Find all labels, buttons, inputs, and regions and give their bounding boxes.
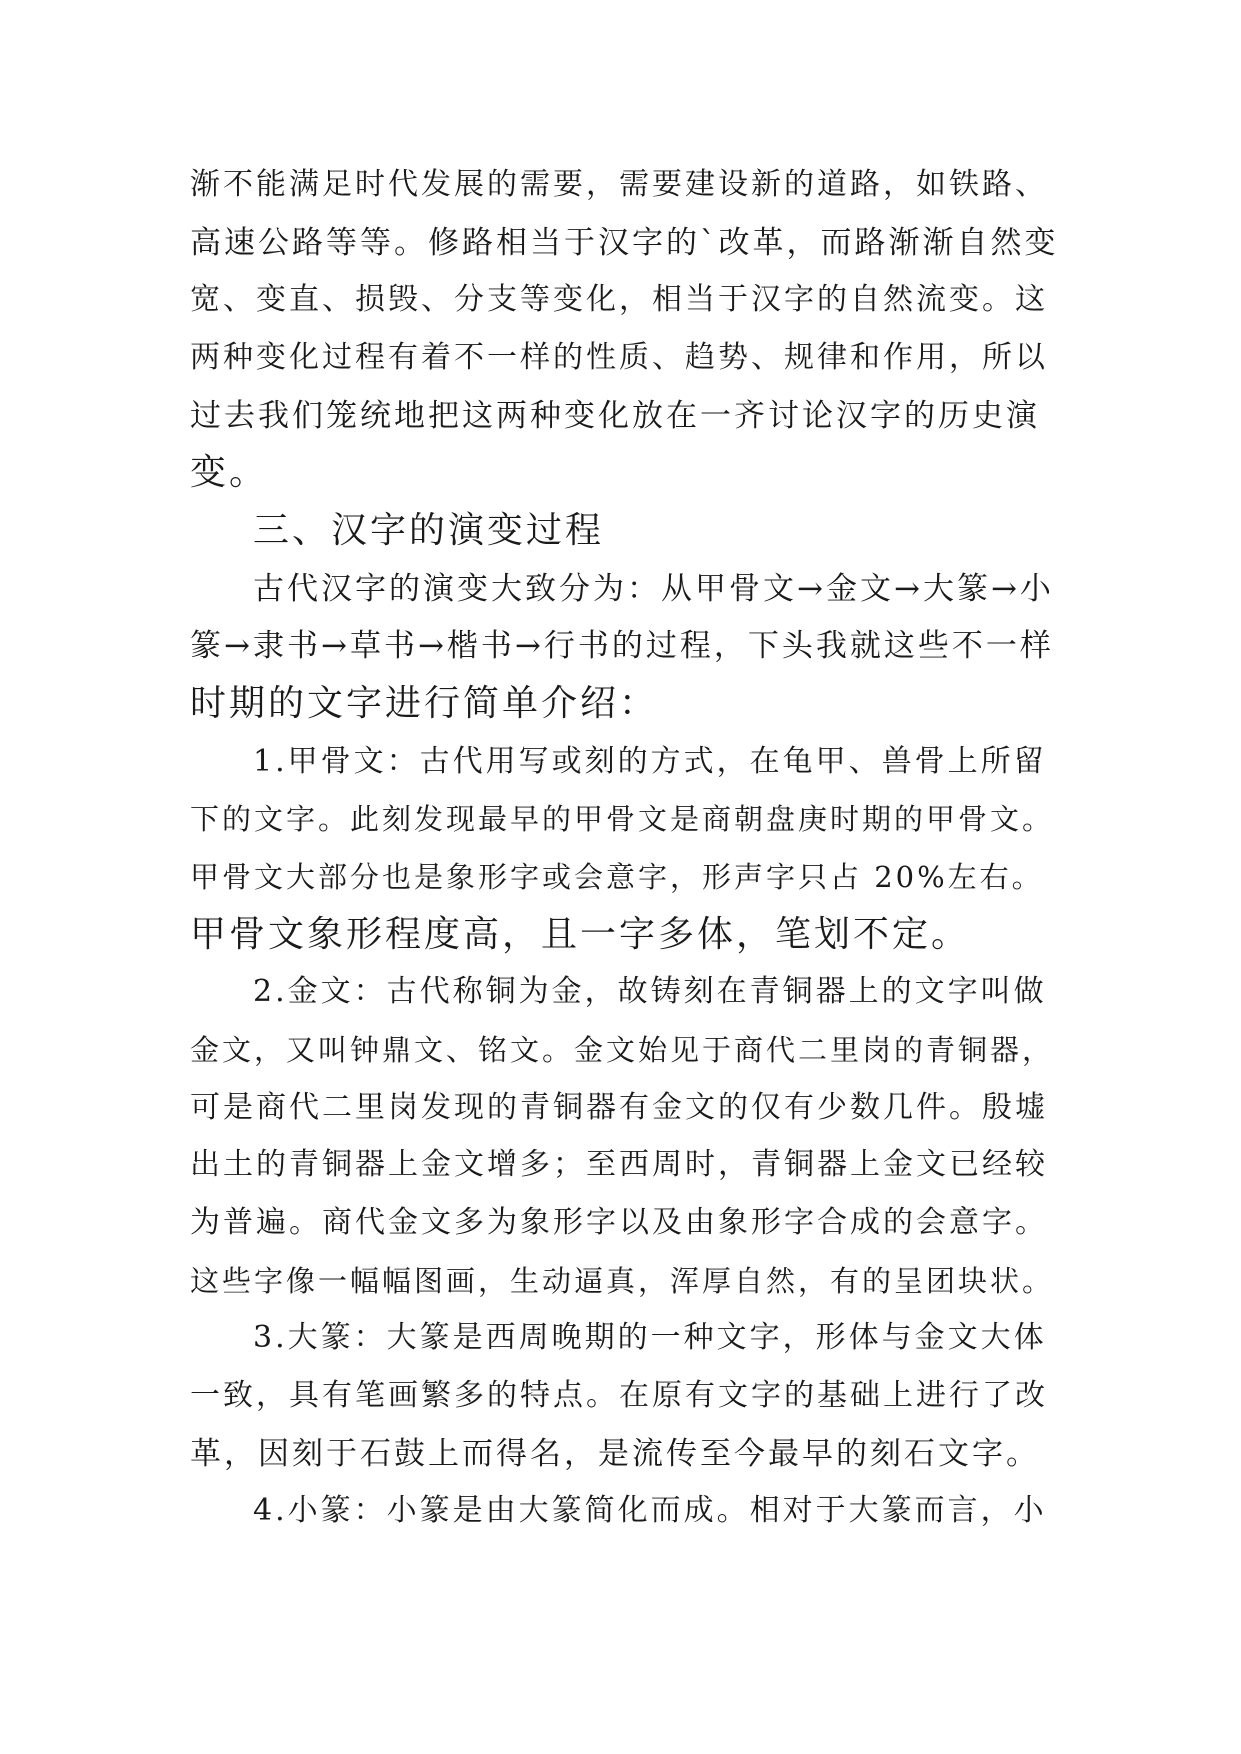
text-line: 下的文字。此刻发现最早的甲骨文是商朝盘庚时期的甲骨文。 bbox=[190, 802, 1055, 836]
text-line: 宽、变直、损毁、分支等变化，相当于汉字的自然流变。这 bbox=[190, 282, 1048, 317]
text-line: 时期的文字进行简单介绍： bbox=[190, 683, 659, 724]
text-line: 为普遍。商代金文多为象形字以及由象形字合成的会意字。 bbox=[190, 1205, 1048, 1240]
text-line: 甲骨文大部分也是象形字或会意字，形声字只占 20%左右。 bbox=[190, 860, 1044, 894]
text-line: 1.甲骨文：古代用写或刻的方式，在龟甲、兽骨上所留 bbox=[253, 744, 1047, 779]
text-line: 甲骨文象形程度高，且一字多体，笔划不定。 bbox=[190, 914, 971, 955]
text-line: 篆→隶书→草书→楷书→行书的过程，下头我就这些不一样 bbox=[190, 628, 1054, 664]
text-line: 革，因刻于石鼓上而得名，是流传至今最早的刻石文字。 bbox=[190, 1436, 1040, 1472]
text-line: 高速公路等等。修路相当于汉字的`改革，而路渐渐自然变 bbox=[190, 225, 1059, 261]
text-line: 这些字像一幅幅图画，生动逼真，浑厚自然，有的呈团块状。 bbox=[190, 1264, 1055, 1298]
text-line: 变。 bbox=[190, 452, 269, 493]
text-line: 3.大篆：大篆是西周晚期的一种文字，形体与金文大体 bbox=[253, 1320, 1047, 1355]
text-line: 2.金文：古代称铜为金，故铸刻在青铜器上的文字叫做 bbox=[253, 974, 1047, 1009]
text-line: 金文，又叫钟鼎文、铭文。金文始见于商代二里岗的青铜器， bbox=[190, 1033, 1055, 1067]
text-line: 一致，具有笔画繁多的特点。在原有文字的基础上进行了改 bbox=[190, 1378, 1048, 1413]
text-line: 渐不能满足时代发展的需要，需要建设新的道路，如铁路、 bbox=[190, 167, 1048, 202]
section-heading: 三、汉字的演变过程 bbox=[253, 510, 605, 551]
text-line: 两种变化过程有着不一样的性质、趋势、规律和作用，所以 bbox=[190, 340, 1048, 375]
text-line: 出土的青铜器上金文增多；至西周时，青铜器上金文已经较 bbox=[190, 1147, 1048, 1182]
text-line: 过去我们笼统地把这两种变化放在一齐讨论汉字的历史演 bbox=[190, 398, 1040, 434]
text-line: 4.小篆：小篆是由大篆简化而成。相对于大篆而言，小 bbox=[253, 1493, 1047, 1528]
text-line: 可是商代二里岗发现的青铜器有金文的仅有少数几件。殷墟 bbox=[190, 1090, 1048, 1125]
text-line: 古代汉字的演变大致分为：从甲骨文→金文→大篆→小 bbox=[253, 571, 1054, 607]
